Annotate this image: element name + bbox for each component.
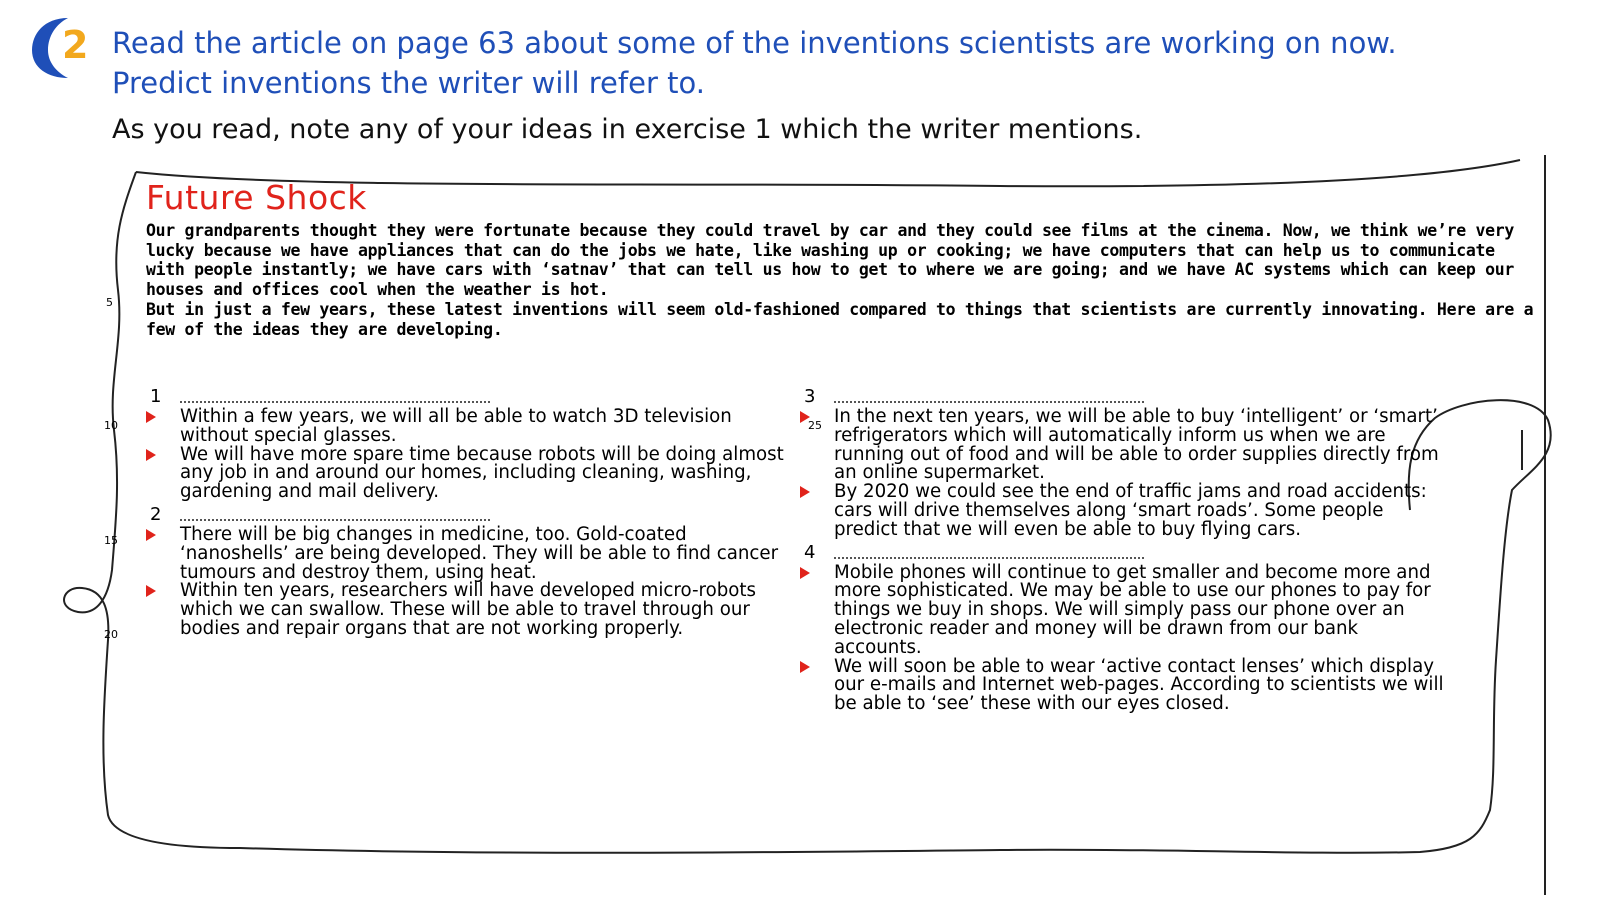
section-heading — [146, 388, 786, 408]
section-number: 4 — [804, 541, 816, 563]
section-number: 1 — [150, 386, 162, 407]
section-number: 2 — [150, 503, 162, 525]
section-heading — [146, 503, 786, 526]
heading-blank — [180, 519, 490, 521]
bullet-arrow-icon — [800, 567, 810, 579]
bullet-arrow-icon — [800, 661, 810, 673]
bullet-arrow-icon — [146, 449, 156, 461]
heading-blank — [180, 401, 490, 403]
line-number: 20 — [104, 628, 118, 641]
article-title: Future Shock — [146, 178, 367, 217]
heading-blank — [834, 401, 1144, 403]
bullet-item: By 2020 we could see the end of traffic jams and road accidents: cars will drive themselves along ‘smart roads’. Some people predict that we will even be able to buy flying cars. — [800, 483, 1450, 539]
instruction-line-1: Read the article on page 63 about some of the inventions scientists are working on now. — [112, 26, 1397, 60]
bullet-item: We will soon be able to wear ‘active contact lenses’ which display our e-mails and Internet web-pages. According to scientists we will be able to ‘see’ these with our eyes closed. — [800, 658, 1450, 714]
bullet-item: We will have more spare time because robots will be doing almost any job in and around our homes, including cleaning, washing, gardening and mail delivery. — [146, 446, 786, 502]
bullet-item: Mobile phones will continue to get smaller and become more and more sophisticated. We may be able to use our phones to pay for things we buy in shops. We will simply pass our phone over an electronic reader and money will be drawn from our bank accounts. — [800, 564, 1450, 658]
section-number: 3 — [804, 386, 816, 407]
heading-blank — [834, 557, 1144, 559]
bullet-item: In the next ten years, we will be able to buy ‘intelligent’ or ‘smart’ refrigerators which will automatically inform us when we are running out of food and will be able to order supplies directly from an online supermarket. — [800, 408, 1450, 483]
exercise-number-badge — [28, 14, 100, 80]
exercise-number: 2 — [62, 23, 89, 67]
bullet-item: There will be big changes in medicine, too. Gold-coated ‘nanoshells’ are being developed. They will be able to find cancer tumours and destroy them, using heat. — [146, 526, 786, 582]
bullet-arrow-icon — [800, 486, 810, 498]
line-number: 5 — [106, 296, 113, 309]
instruction-line-2: Predict inventions the writer will refer to. — [112, 66, 705, 100]
intro-paragraph-2: But in just a few years, these latest inventions will seem old-fashioned compared to things that scientists are currently innovating. Here are a few of the ideas they are developing. — [146, 299, 1534, 339]
article-column-right — [800, 388, 1450, 714]
bullet-item: Within a few years, we will all be able to watch 3D television without special glasses. — [146, 408, 786, 446]
article-column-left — [146, 388, 786, 639]
line-number: 15 — [104, 534, 118, 547]
intro-paragraph-1: Our grandparents thought they were fortunate because they could travel by car and they could see films at the cinema. Now, we think we’re very lucky because we have appliances that can do the jobs we hate, like washing up or cooking; we have computers that can help us to communicate with people instantly; we have cars with ‘satnav’ that can tell us how to get to where we are going; and we have AC systems which can keep our houses and offices cool when the weather is hot. — [146, 221, 1515, 300]
section-heading — [800, 388, 1450, 408]
bullet-item: Within ten years, researchers will have developed micro-robots which we can swallow. These will be able to travel through our bodies and repair organs that are not working properly. — [146, 582, 786, 638]
line-number: 10 — [104, 419, 118, 432]
line-number: 25 — [808, 419, 822, 432]
bullet-arrow-icon — [146, 585, 156, 597]
instruction-line-3: As you read, note any of your ideas in exercise 1 which the writer mentions. — [112, 114, 1143, 145]
section-heading — [800, 541, 1450, 564]
bullet-arrow-icon — [146, 529, 156, 541]
bullet-arrow-icon — [800, 411, 810, 423]
article-intro — [146, 221, 1536, 339]
bullet-arrow-icon — [146, 411, 156, 423]
